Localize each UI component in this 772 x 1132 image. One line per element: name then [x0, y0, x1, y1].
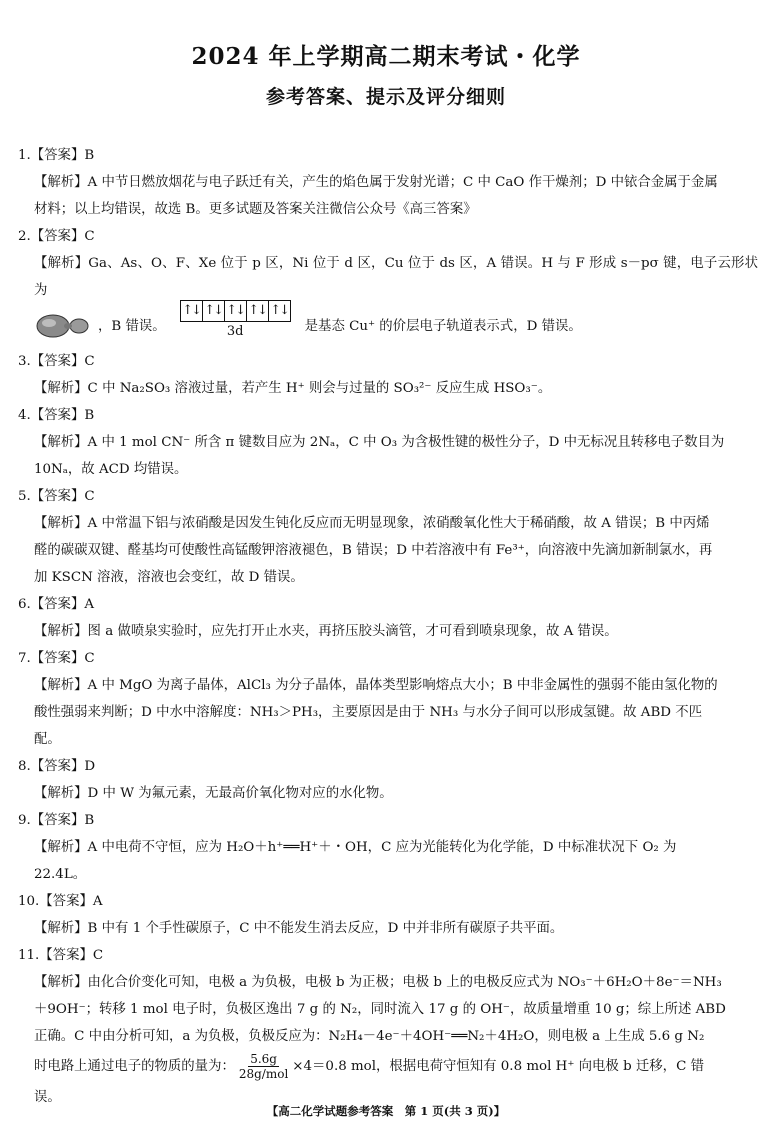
explanation-line: 【解析】D 中 W 为氟元素，无最高价氧化物对应的水化物。	[34, 786, 393, 801]
question-11	[18, 942, 758, 1111]
orbital-cell: ↑↓	[225, 301, 247, 321]
answer-label: 6.【答案】A	[18, 597, 95, 612]
orbital-before-text: ，B 错误。	[98, 318, 166, 334]
explanation-line: 醛的碳碳双键、醛基均可使酸性高锰酸钾溶液褪色，B 错误；D 中若溶液中有 Fe³⁺，向溶液中先滴加新制氯水，再	[34, 543, 713, 558]
question-10	[18, 888, 758, 942]
explanation-line: 【解析】C 中 Na₂SO₃ 溶液过量，若产生 H⁺ 则会与过量的 SO₃²⁻ 反应生成 HSO₃⁻。	[34, 381, 552, 396]
fraction-denominator: 28g/mol	[238, 1067, 289, 1081]
answer-label: 8.【答案】D	[18, 759, 96, 774]
orbital-cell: ↑↓	[270, 303, 289, 318]
fraction-before-text: 时电路上通过电子的物质的量为：	[34, 1059, 235, 1074]
page-subtitle: 参考答案、提示及评分细则	[265, 86, 506, 108]
orbital-cell: ↑↓	[203, 301, 225, 321]
answer-label: 2.【答案】C	[18, 229, 95, 244]
page-title: 2024 年上学期高二期末考试・化学	[191, 43, 581, 70]
question-5	[18, 483, 758, 591]
question-6	[18, 591, 758, 645]
question-8	[18, 753, 758, 807]
explanation-line: 【解析】A 中 1 mol CN⁻ 所含 π 键数目应为 2Nₐ，C 中 O₃ 为含极性键的极性分子，D 中无标况且转移电子数目为	[34, 435, 725, 450]
question-3	[18, 348, 758, 402]
explanation-line: 误。	[34, 1090, 61, 1105]
explanation-line: 【解析】A 中 MgO 为离子晶体，AlCl₃ 为分子晶体，晶体类型影响熔点大小；B 中非金属性的强弱不能由氢化物的	[34, 678, 718, 693]
explanation-line: 【解析】A 中常温下铝与浓硝酸是因发生钝化反应而无明显现象，浓硝酸氧化性大于稀硝酸，故 A 错误；B 中丙烯	[34, 516, 710, 531]
answer-label: 10.【答案】A	[18, 894, 103, 909]
page-footer: 【高二化学试题参考答案 第 1 页(共 3 页)】	[266, 1104, 506, 1118]
explanation-line: 【解析】A 中节日燃放烟花与电子跃迁有关，产生的焰色属于发射光谱；C 中 CaO 作干燥剂；D 中铱合金属于金属	[34, 175, 718, 190]
orbital-cell: ↑↓	[247, 301, 269, 321]
explanation-line: 正确。C 中由分析可知，a 为负极，负极反应为：N₂H₄－4e⁻＋4OH⁻══N₂＋4H₂O，则电极 a 上生成 5.6 g N₂	[34, 1029, 705, 1044]
orbital-cell: ↑↓	[181, 301, 203, 321]
explanation-line: 【解析】图 a 做喷泉实验时，应先打开止水夹，再挤压胶头滴管，才可看到喷泉现象，故 A 错误。	[34, 624, 618, 639]
question-9	[18, 807, 758, 888]
orbital-cells	[180, 300, 291, 322]
question-7	[18, 645, 758, 753]
answer-label: 3.【答案】C	[18, 354, 95, 369]
question-4	[18, 402, 758, 483]
answer-label: 7.【答案】C	[18, 651, 95, 666]
orbital-after-text: 是基态 Cu⁺ 的价层电子轨道表示式，D 错误。	[304, 318, 582, 334]
sp-electron-cloud-icon	[34, 313, 94, 339]
explanation-line: 加 KSCN 溶液，溶液也会变红，故 D 错误。	[34, 570, 304, 585]
fraction-after-text: ×4＝0.8 mol，根据电荷守恒知有 0.8 mol H⁺ 向电极 b 迁移，C 错	[292, 1059, 704, 1074]
question-1	[18, 142, 758, 223]
question-2	[18, 223, 758, 348]
answer-label: 4.【答案】B	[18, 408, 95, 423]
explanation-line: ＋9OH⁻；转移 1 mol 电子时，负极区逸出 7 g 的 N₂，同时流入 17 g 的 OH⁻，故质量增重 10 g；综上所述 ABD	[34, 1002, 726, 1017]
explanation-line: 【解析】A 中电荷不守恒，应为 H₂O＋h⁺══H⁺＋・OH，C 应为光能转化为化学能，D 中标准状况下 O₂ 为	[34, 840, 677, 855]
answer-label: 1.【答案】B	[18, 148, 95, 163]
fraction	[237, 1052, 290, 1081]
orbital-diagram-line	[34, 304, 758, 348]
explanation-fraction-line	[34, 1050, 758, 1084]
explanation-line: 22.4L。	[34, 867, 87, 882]
explanation-line: 【解析】Ga、As、O、F、Xe 位于 p 区，Ni 位于 d 区，Cu 位于 ds 区，A 错误。H 与 F 形成 s－pσ 键，电子云形状为	[34, 256, 758, 298]
explanation-line: 配。	[34, 732, 61, 747]
answer-label: 9.【答案】B	[18, 813, 95, 828]
answers-list	[18, 142, 758, 1111]
answer-label: 5.【答案】C	[18, 489, 95, 504]
explanation-line: 【解析】由化合价变化可知，电极 a 为负极，电极 b 为正极；电极 b 上的电极反应式为 NO₃⁻＋6H₂O＋8e⁻＝NH₃	[34, 975, 722, 990]
explanation-line: 酸性强弱来判断；D 中水中溶解度：NH₃＞PH₃，主要原因是由于 NH₃ 与水分子间可以形成氢键。故 ABD 不匹	[34, 705, 703, 720]
explanation-line: 材料；以上均错误，故选 B。更多试题及答案关注微信公众号《高三答案》	[34, 202, 477, 217]
answer-label: 11.【答案】C	[18, 948, 104, 963]
explanation-line: 【解析】B 中有 1 个手性碳原子，C 中不能发生消去反应，D 中并非所有碳原子共平面。	[34, 921, 564, 936]
orbital-label: 3d	[226, 324, 244, 339]
orbital-box-diagram	[180, 300, 291, 340]
explanation-line: 10Nₐ，故 ACD 均错误。	[34, 462, 188, 477]
fraction-numerator: 5.6g	[250, 1052, 277, 1066]
